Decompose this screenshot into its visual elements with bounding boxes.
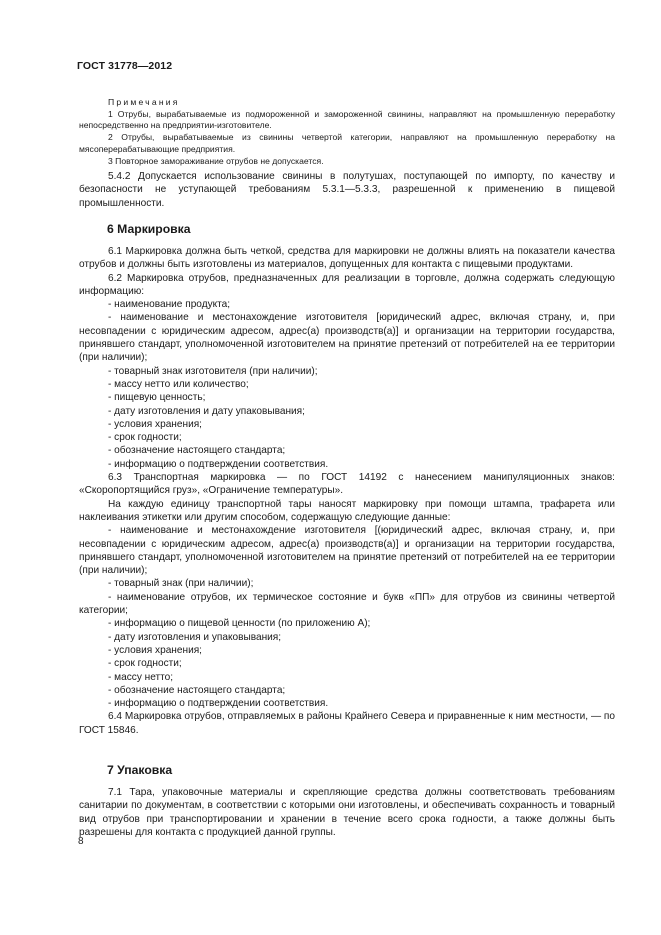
list-item: - товарный знак (при наличии); xyxy=(108,578,254,590)
section-7-title: 7 Упаковка xyxy=(107,763,173,777)
document-header: ГОСТ 31778—2012 xyxy=(77,60,173,72)
paragraph-6-3-continuation: На каждую единицу транспортной тары наносят маркировку при помощи штампа, трафарета или наклеивания этикетки или другим способом, содержащую следующие данные: xyxy=(79,498,615,523)
list-item: - наименование и местонахождение изготовителя [юридический адрес, включая страну, и, при несовпадении с юридическим адресом, адрес(а) производств(а)] и организации на территории государства, принявшего стандарт, уполномоченной изготовителем на принятие претензий от потребителей на ее территории (при наличии); xyxy=(79,312,615,364)
note-item: 3 Повторное замораживание отрубов не допускается. xyxy=(108,155,324,166)
list-item: - наименование и местонахождение изготовителя [(юридический адрес, включая страну, и, при несовпадении с юридическим адресом, адрес(а) производств(а)] и организации на территории государства, принявшего стандарт, уполномоченной изготовителем на принятие претензий от потребителей на ее территории (при наличии); xyxy=(79,525,615,577)
paragraph-6-2: 6.2 Маркировка отрубов, предназначенных для реализации в торговле, должна содержать следующую информацию: xyxy=(79,272,615,297)
paragraph-6-4: 6.4 Маркировка отрубов, отправляемых в районы Крайнего Севера и приравненные к ним местности, — по ГОСТ 15846. xyxy=(79,711,615,736)
notes-block xyxy=(79,97,615,167)
paragraph-7-1: 7.1 Тара, упаковочные материалы и скрепляющие средства должны соответствовать требованиям санитарии по документам, в соответствии с которыми они изготовлены, и обеспечивать сохранность и товарный вид отрубов при транспортировании и хранении в течение всего срока годности, а также должны быть разрешены для контакта с продукцией данной группы. xyxy=(79,787,615,838)
notes-title: Примечания xyxy=(108,97,180,107)
list-item: - обозначение настоящего стандарта; xyxy=(108,684,286,696)
note-item: 2 Отрубы, вырабатываемые из свинины четвертой категории, направляют на промышленную переработку на мясоперерабатывающие предприятия. xyxy=(79,132,615,154)
list-item: - информацию о пищевой ценности (по приложению А); xyxy=(108,618,371,630)
note-item: 1 Отрубы, вырабатываемые из подмороженной и замороженной свинины, направляют на промышленную переработку непосредственно на предприятии-изготовителе. xyxy=(79,108,615,131)
list-item: - дату изготовления и дату упаковывания; xyxy=(108,405,305,417)
list-item: - дату изготовления и упаковывания; xyxy=(108,631,282,643)
section-7-body xyxy=(79,786,615,839)
paragraph-6-1: 6.1 Маркировка должна быть четкой, средства для маркировки не должны влиять на показатели качества отрубов и должны быть изготовлены из материалов, допущенных для контакта с пищевыми продуктами. xyxy=(79,246,615,271)
list-item: - товарный знак изготовителя (при наличии); xyxy=(108,365,318,377)
list-item: - массу нетто; xyxy=(108,671,174,683)
list-item: - пищевую ценность; xyxy=(108,392,206,404)
list-item: - наименование отрубов, их термическое состояние и букв «ПП» для отрубов из свинины четвертой категории; xyxy=(79,591,615,617)
list-item: - условия хранения; xyxy=(108,644,202,656)
list-item: - массу нетто или количество; xyxy=(108,378,249,390)
page-number: 8 xyxy=(78,836,84,847)
paragraph-6-3: 6.3 Транспортная маркировка — по ГОСТ 14192 с нанесением манипуляционных знаков: «Скоропортящийся груз», «Ограничение температуры». xyxy=(79,472,615,497)
list-item: - срок годности; xyxy=(108,432,182,444)
list-item: - обозначение настоящего стандарта; xyxy=(108,445,286,457)
section-6-title: 6 Маркировка xyxy=(107,222,191,236)
paragraph-5-4-2-block xyxy=(79,170,615,210)
paragraph-5-4-2: 5.4.2 Допускается использование свинины в полутушах, поступающей по импорту, по качеству и безопасности не уступающей требованиям 5.3.1—5.3.3, разрешенной к применению в пищевой промышленности. xyxy=(79,171,615,209)
list-item: - условия хранения; xyxy=(108,418,202,430)
list-item: - информацию о подтверждении соответствия. xyxy=(108,458,329,470)
section-6-body xyxy=(79,245,615,737)
list-item: - информацию о подтверждении соответствия. xyxy=(108,698,329,710)
list-item: - наименование продукта; xyxy=(108,299,231,311)
list-item: - срок годности; xyxy=(108,658,182,670)
